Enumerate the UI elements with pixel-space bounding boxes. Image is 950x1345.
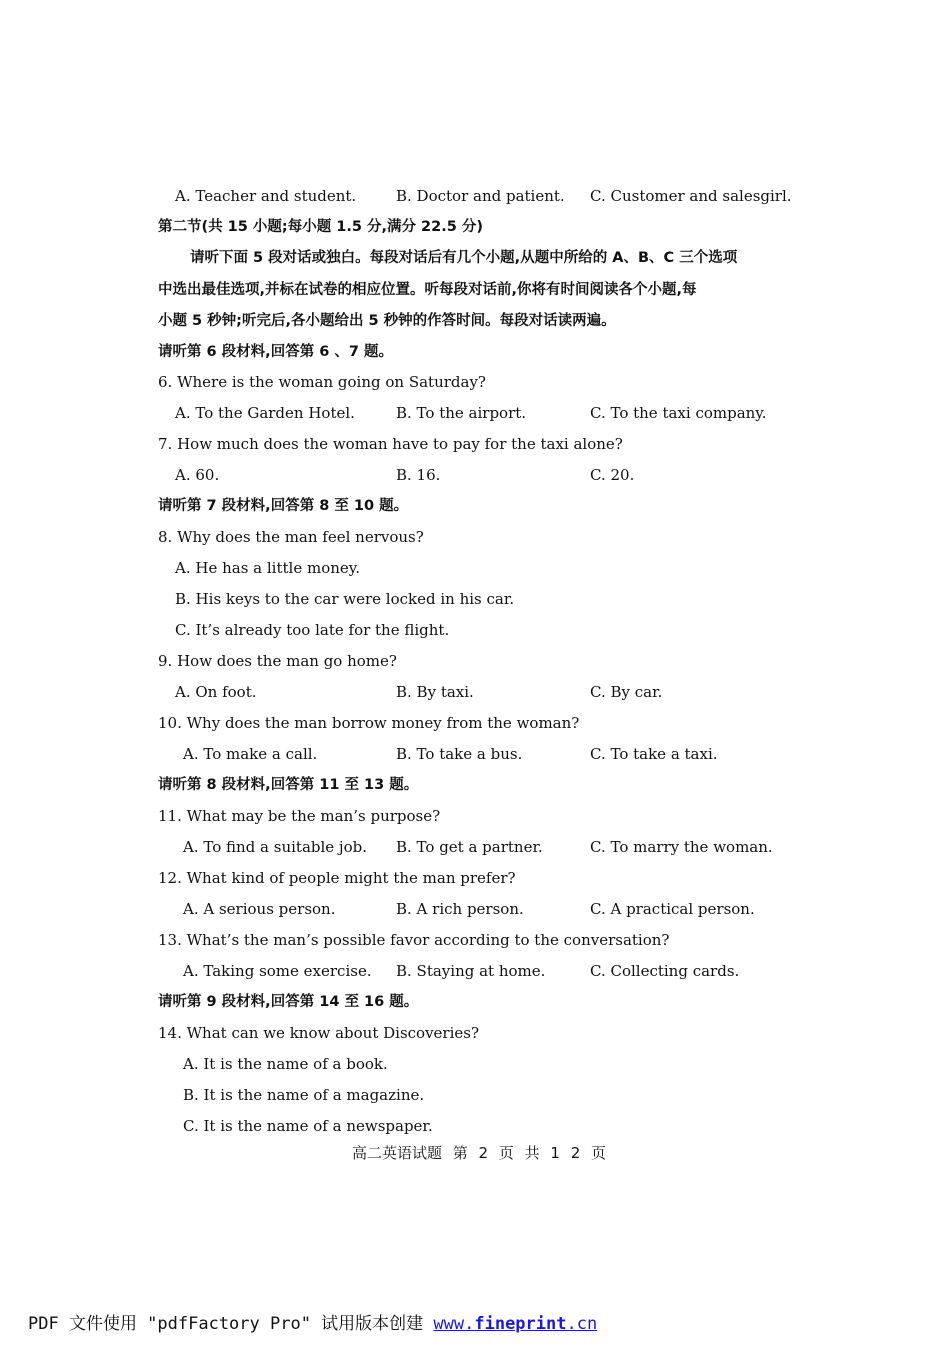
q13-stem: 13. What’s the man’s possible favor according to the conversation? [158, 931, 670, 949]
q11-option-c: C. To marry the woman. [590, 838, 773, 856]
q6-option-c: C. To the taxi company. [590, 404, 767, 422]
q11-option-a: A. To find a suitable job. [183, 838, 367, 856]
q10-option-b: B. To take a bus. [396, 745, 523, 763]
q7-option-a: A. 60. [175, 466, 220, 484]
q14-option-a: A. It is the name of a book. [183, 1055, 388, 1073]
q5-option-c: C. Customer and salesgirl. [590, 187, 792, 205]
q10-option-a: A. To make a call. [183, 745, 318, 763]
q5-option-b: B. Doctor and patient. [396, 187, 565, 205]
instructions-line-3: 小题 5 秒钟;听完后,各小题给出 5 秒钟的作答时间。每段对话读两遍。 [158, 313, 616, 329]
q14-option-b: B. It is the name of a magazine. [183, 1086, 425, 1104]
q9-option-b: B. By taxi. [396, 683, 474, 701]
q7-stem: 7. How much does the woman have to pay for the taxi alone? [158, 435, 623, 453]
watermark-text: PDF 文件使用 "pdfFactory Pro" 试用版本创建 [28, 1314, 434, 1334]
q7-option-b: B. 16. [396, 466, 441, 484]
q9-stem: 9. How does the man go home? [158, 652, 397, 670]
material-prompt-6: 请听第 6 段材料,回答第 6 、7 题。 [158, 344, 394, 360]
watermark-link-post: .cn [566, 1314, 598, 1334]
q12-option-a: A. A serious person. [183, 900, 336, 918]
q12-stem: 12. What kind of people might the man prefer? [158, 869, 516, 887]
q7-option-c: C. 20. [590, 466, 635, 484]
q13-option-c: C. Collecting cards. [590, 962, 740, 980]
q13-option-b: B. Staying at home. [396, 962, 546, 980]
q14-option-c: C. It is the name of a newspaper. [183, 1117, 433, 1135]
watermark-link-pre: www. [433, 1314, 475, 1334]
watermark-link[interactable] [433, 1314, 597, 1334]
q12-option-b: B. A rich person. [396, 900, 524, 918]
pdf-watermark [28, 1309, 597, 1334]
q8-option-a: A. He has a little money. [175, 559, 361, 577]
q8-option-b: B. His keys to the car were locked in his car. [175, 590, 515, 608]
q9-option-c: C. By car. [590, 683, 663, 701]
material-prompt-7: 请听第 7 段材料,回答第 8 至 10 题。 [158, 498, 409, 514]
q13-option-a: A. Taking some exercise. [183, 962, 372, 980]
q6-stem: 6. Where is the woman going on Saturday? [158, 373, 486, 391]
q10-stem: 10. Why does the man borrow money from the woman? [158, 714, 580, 732]
q11-option-b: B. To get a partner. [396, 838, 543, 856]
material-prompt-9: 请听第 9 段材料,回答第 14 至 16 题。 [158, 994, 419, 1010]
q10-option-c: C. To take a taxi. [590, 745, 718, 763]
q14-stem: 14. What can we know about Discoveries? [158, 1024, 480, 1042]
q6-option-a: A. To the Garden Hotel. [175, 404, 355, 422]
watermark-link-highlight: fineprint [474, 1314, 567, 1334]
page-footer: 高二英语试题 第 2 页 共 1 2 页 [352, 1144, 607, 1162]
q12-option-c: C. A practical person. [590, 900, 755, 918]
q9-option-a: A. On foot. [175, 683, 257, 701]
q5-option-a: A. Teacher and student. [175, 187, 357, 205]
material-prompt-8: 请听第 8 段材料,回答第 11 至 13 题。 [158, 777, 419, 793]
q8-option-c: C. It’s already too late for the flight. [175, 621, 450, 639]
section-heading: 第二节(共 15 小题;每小题 1.5 分,满分 22.5 分) [158, 219, 483, 235]
instructions-line-2: 中选出最佳选项,并标在试卷的相应位置。听每段对话前,你将有时间阅读各个小题,每 [158, 282, 697, 298]
q6-option-b: B. To the airport. [396, 404, 527, 422]
q11-stem: 11. What may be the man’s purpose? [158, 807, 441, 825]
instructions-line-1: 请听下面 5 段对话或独白。每段对话后有几个小题,从题中所给的 A、B、C 三个选项 [190, 250, 738, 266]
q8-stem: 8. Why does the man feel nervous? [158, 528, 424, 546]
